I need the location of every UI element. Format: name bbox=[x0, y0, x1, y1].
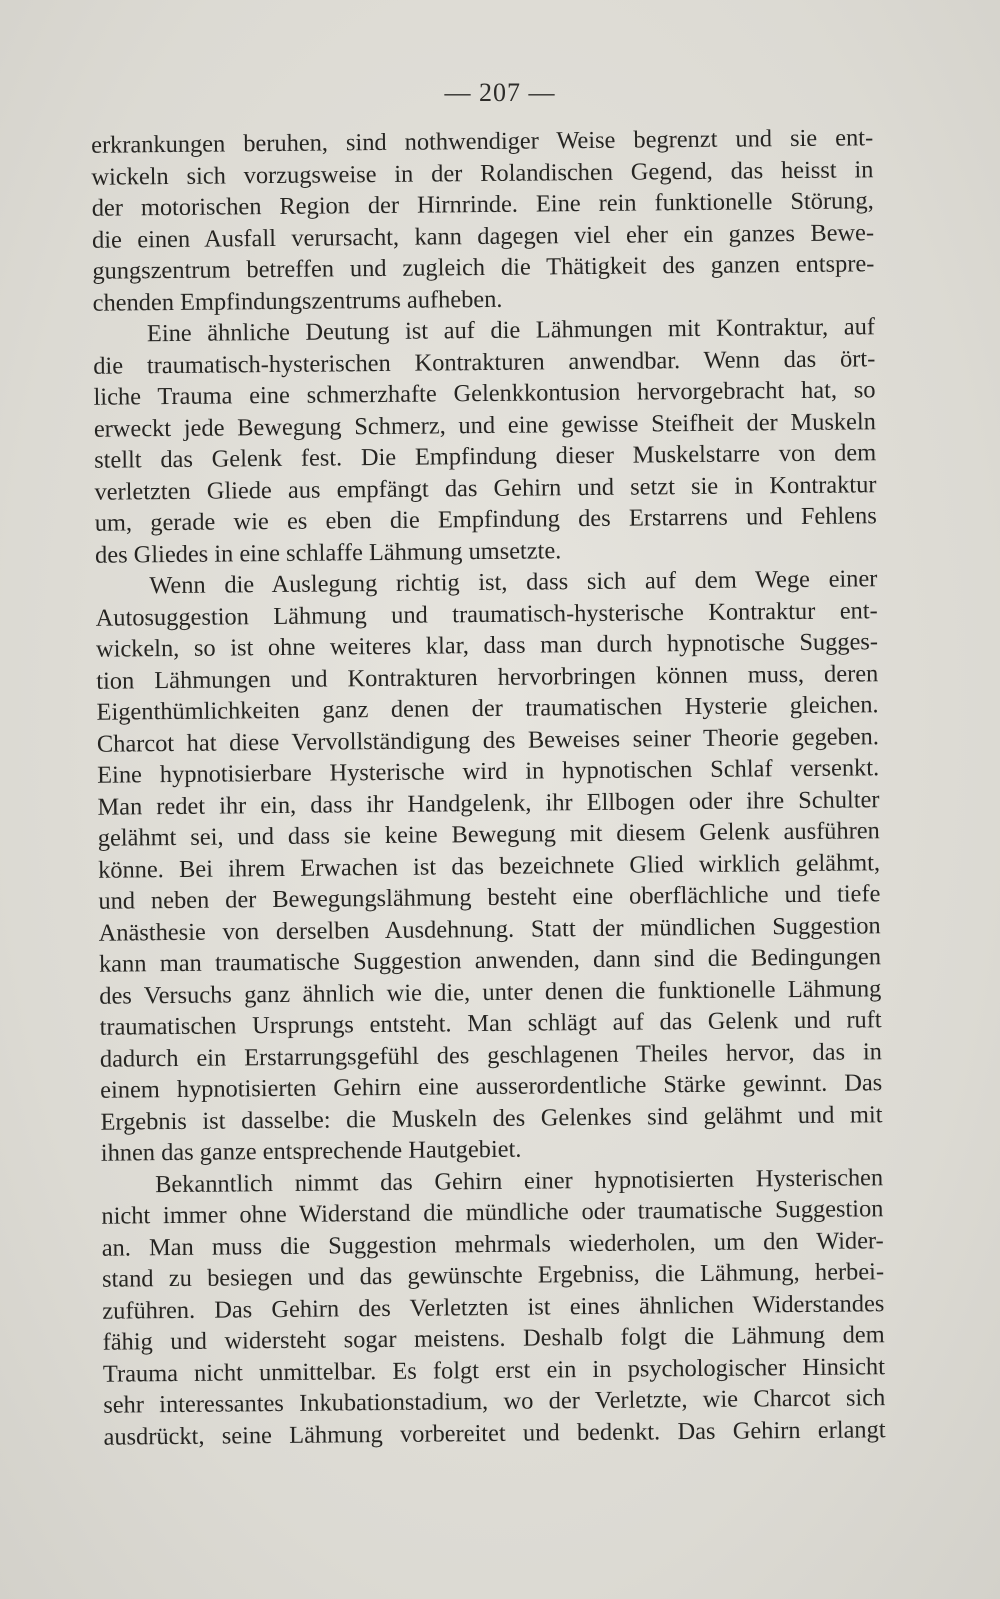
text-line: wickeln sich vorzugsweise in der Rolandischen Gegend, das heisst in bbox=[91, 155, 874, 191]
text-line: erweckt jede Bewegung Schmerz, und eine gewisse Steifheit der Muskeln bbox=[93, 407, 876, 443]
text-line: Trauma nicht unmittelbar. Es folgt erst ein in psychologischer Hinsicht bbox=[102, 1352, 886, 1388]
text-line: die traumatisch-hysterischen Kontrakturen anwendbar. Wenn das ört- bbox=[93, 344, 876, 380]
text-line: dadurch ein Erstarrungsgefühl des geschlagenen Theiles hervor, das in bbox=[99, 1037, 883, 1073]
text-line: Bekanntlich nimmt das Gehirn einer hypnotisierten Hysterischen bbox=[155, 1163, 884, 1198]
text-line: um, gerade wie es eben die Empfindung des Erstarrens und Fehlens bbox=[94, 502, 877, 537]
text-line: Anästhesie von derselben Ausdehnung. Statt der mündlichen Suggestion bbox=[98, 911, 881, 947]
text-line: Eine hypnotisierbare Hysterische wird in hypnotischen Schlaf versenkt. bbox=[97, 754, 880, 789]
body-text bbox=[91, 122, 886, 1452]
text-line: könne. Bei ihrem Erwachen ist das bezeichnete Glied wirklich gelähmt, bbox=[97, 848, 881, 884]
text-line: ausdrückt, seine Lähmung vorbereitet und bedenkt. Das Gehirn erlangt bbox=[103, 1415, 886, 1451]
text-line: zuführen. Das Gehirn des Verletzten ist eines ähnlichen Widerstandes bbox=[102, 1289, 885, 1325]
text-line: stand zu besiegen und das gewünschte Ergebniss, die Lähmung, herbei- bbox=[101, 1258, 885, 1293]
text-line: liche Trauma eine schmerzhafte Gelenkkontusion hervorgebracht hat, so bbox=[93, 376, 876, 411]
text-line: Eigenthümlichkeiten ganz denen der traumatischen Hysterie gleichen. bbox=[96, 691, 879, 726]
page-number: — 207 — bbox=[444, 78, 556, 107]
text-line: kann man traumatische Suggestion anwenden, dann sind die Bedingungen bbox=[98, 943, 882, 978]
text-line: wickeln, so ist ohne weiteres klar, dass man durch hypnotische Sugges- bbox=[95, 628, 879, 663]
text-line: Charcot hat diese Vervollständigung des Beweises seiner Theorie gegeben. bbox=[96, 722, 880, 758]
text-line: Eine ähnliche Deutung ist auf die Lähmungen mit Kontraktur, auf bbox=[146, 313, 876, 348]
text-line: traumatischen Ursprungs entsteht. Man schlägt auf das Gelenk und ruft bbox=[99, 1006, 882, 1041]
text-line: verletzten Gliede aus empfängt das Gehirn und setzt sie in Kontraktur bbox=[94, 470, 877, 506]
text-line: Ergebnis ist dasselbe: die Muskeln des Gelenkes sind gelähmt und mit bbox=[100, 1100, 883, 1136]
text-line: nicht immer ohne Widerstand die mündliche oder traumatische Suggestion bbox=[101, 1195, 884, 1230]
text-line: Man redet ihr ein, dass ihr Handgelenk, ihr Ellbogen oder ihre Schulter bbox=[97, 785, 880, 821]
text-line: gelähmt sei, und dass sie keine Bewegung mit diesem Gelenk ausführen bbox=[97, 817, 880, 852]
text-line: Wenn die Auslegung richtig ist, dass sich auf dem Wege einer bbox=[149, 565, 878, 600]
text-line: an. Man muss die Suggestion mehrmals wiederholen, um den Wider- bbox=[101, 1226, 884, 1262]
text-line: erkrankungen beruhen, sind nothwendiger Weise begrenzt und sie ent- bbox=[91, 124, 874, 159]
text-line: fähig und widersteht sogar meistens. Deshalb folgt die Lähmung dem bbox=[102, 1321, 885, 1356]
text-line: und neben der Bewegungslähmung besteht eine oberflächliche und tiefe bbox=[98, 880, 881, 915]
text-line: ihnen das ganze entsprechende Hautgebiet. bbox=[100, 1135, 522, 1167]
text-line: einem hypnotisierten Gehirn eine ausserordentliche Stärke gewinnt. Das bbox=[100, 1069, 883, 1104]
text-line: der motorischen Region der Hirnrinde. Eine rein funktionelle Störung, bbox=[91, 187, 874, 222]
text-line: des Gliedes in eine schlaffe Lähmung umsetzte. bbox=[94, 536, 562, 569]
text-line: Autosuggestion Lähmung und traumatisch-hysterische Kontraktur ent- bbox=[95, 596, 878, 632]
text-line: des Versuchs ganz ähnlich wie die, unter denen die funktionelle Lähmung bbox=[99, 974, 882, 1010]
text-line: stellt das Gelenk fest. Die Empfindung dieser Muskelstarre von dem bbox=[94, 439, 877, 474]
text-line: tion Lähmungen und Kontrakturen hervorbringen können muss, deren bbox=[96, 659, 879, 695]
text-line: gungszentrum betreffen und zugleich die Thätigkeit des ganzen entspre- bbox=[92, 250, 875, 285]
text-line: chenden Empfindungszentrums aufheben. bbox=[92, 285, 503, 317]
text-line: die einen Ausfall verursacht, kann dagegen viel eher ein ganzes Bewe- bbox=[91, 218, 875, 254]
text-line: sehr interessantes Inkubationstadium, wo der Verletzte, wie Charcot sich bbox=[103, 1384, 886, 1419]
